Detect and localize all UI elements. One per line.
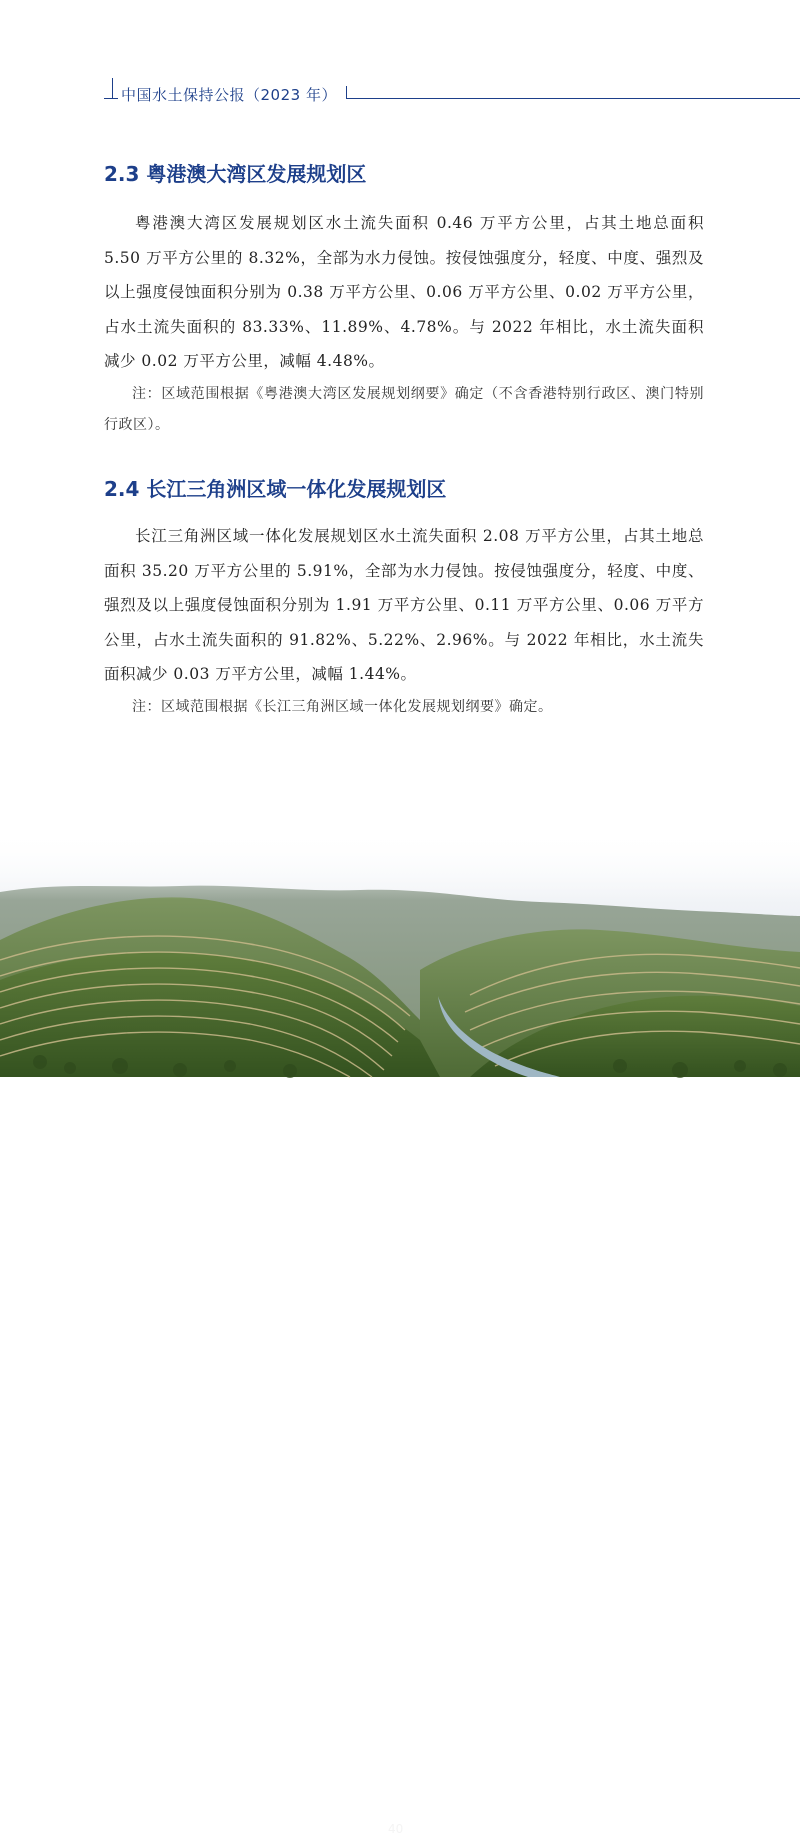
publication-title: 中国水土保持公报（2023 年） — [121, 86, 337, 104]
section-yangtze-delta — [104, 473, 704, 723]
section-paragraph: 粤港澳大湾区发展规划区水土流失面积 0.46 万平方公里，占其土地总面积 5.50 万平方公里的 8.32%，全部为水力侵蚀。按侵蚀强度分，轻度、中度、强烈及以上强度侵蚀面积分别为 0.38 万平方公里、0.06 万平方公里、0.02 万平方公里，占水土流失面积的 83.33%、11.89%、4.78%。与 2022 年相比，水土流失面积减少 0.02 万平方公里，减幅 4.48%。 — [104, 214, 704, 371]
landscape-illustration — [0, 830, 800, 1077]
section-greater-bay-area — [104, 158, 704, 441]
section-paragraph: 长江三角洲区域一体化发展规划区水土流失面积 2.08 万平方公里，占其土地总面积 35.20 万平方公里的 5.91%，全部为水力侵蚀。按侵蚀强度分，轻度、中度、强烈及以上强度侵蚀面积分别为 1.91 万平方公里、0.11 万平方公里、0.06 万平方公里，占水土流失面积的 91.82%、5.22%、2.96%。与 2022 年相比，水土流失面积减少 0.03 万平方公里，减幅 1.44%。 — [104, 527, 704, 684]
header-rule — [346, 98, 800, 99]
header-lead-line — [104, 98, 118, 99]
section-note: 注：区域范围根据《粤港澳大湾区发展规划纲要》确定（不含香港特别行政区、澳门特别行政区）。 — [104, 385, 704, 433]
section-heading: 2.4 长江三角洲区域一体化发展规划区 — [104, 477, 447, 501]
page-number: 40 — [388, 1822, 404, 1836]
terraced-hills-photo — [0, 830, 800, 1836]
section-heading: 2.3 粤港澳大湾区发展规划区 — [104, 162, 367, 186]
section-note: 注：区域范围根据《长江三角洲区域一体化发展规划纲要》确定。 — [132, 698, 553, 715]
running-header — [104, 76, 800, 116]
header-tick-mark — [112, 78, 113, 98]
